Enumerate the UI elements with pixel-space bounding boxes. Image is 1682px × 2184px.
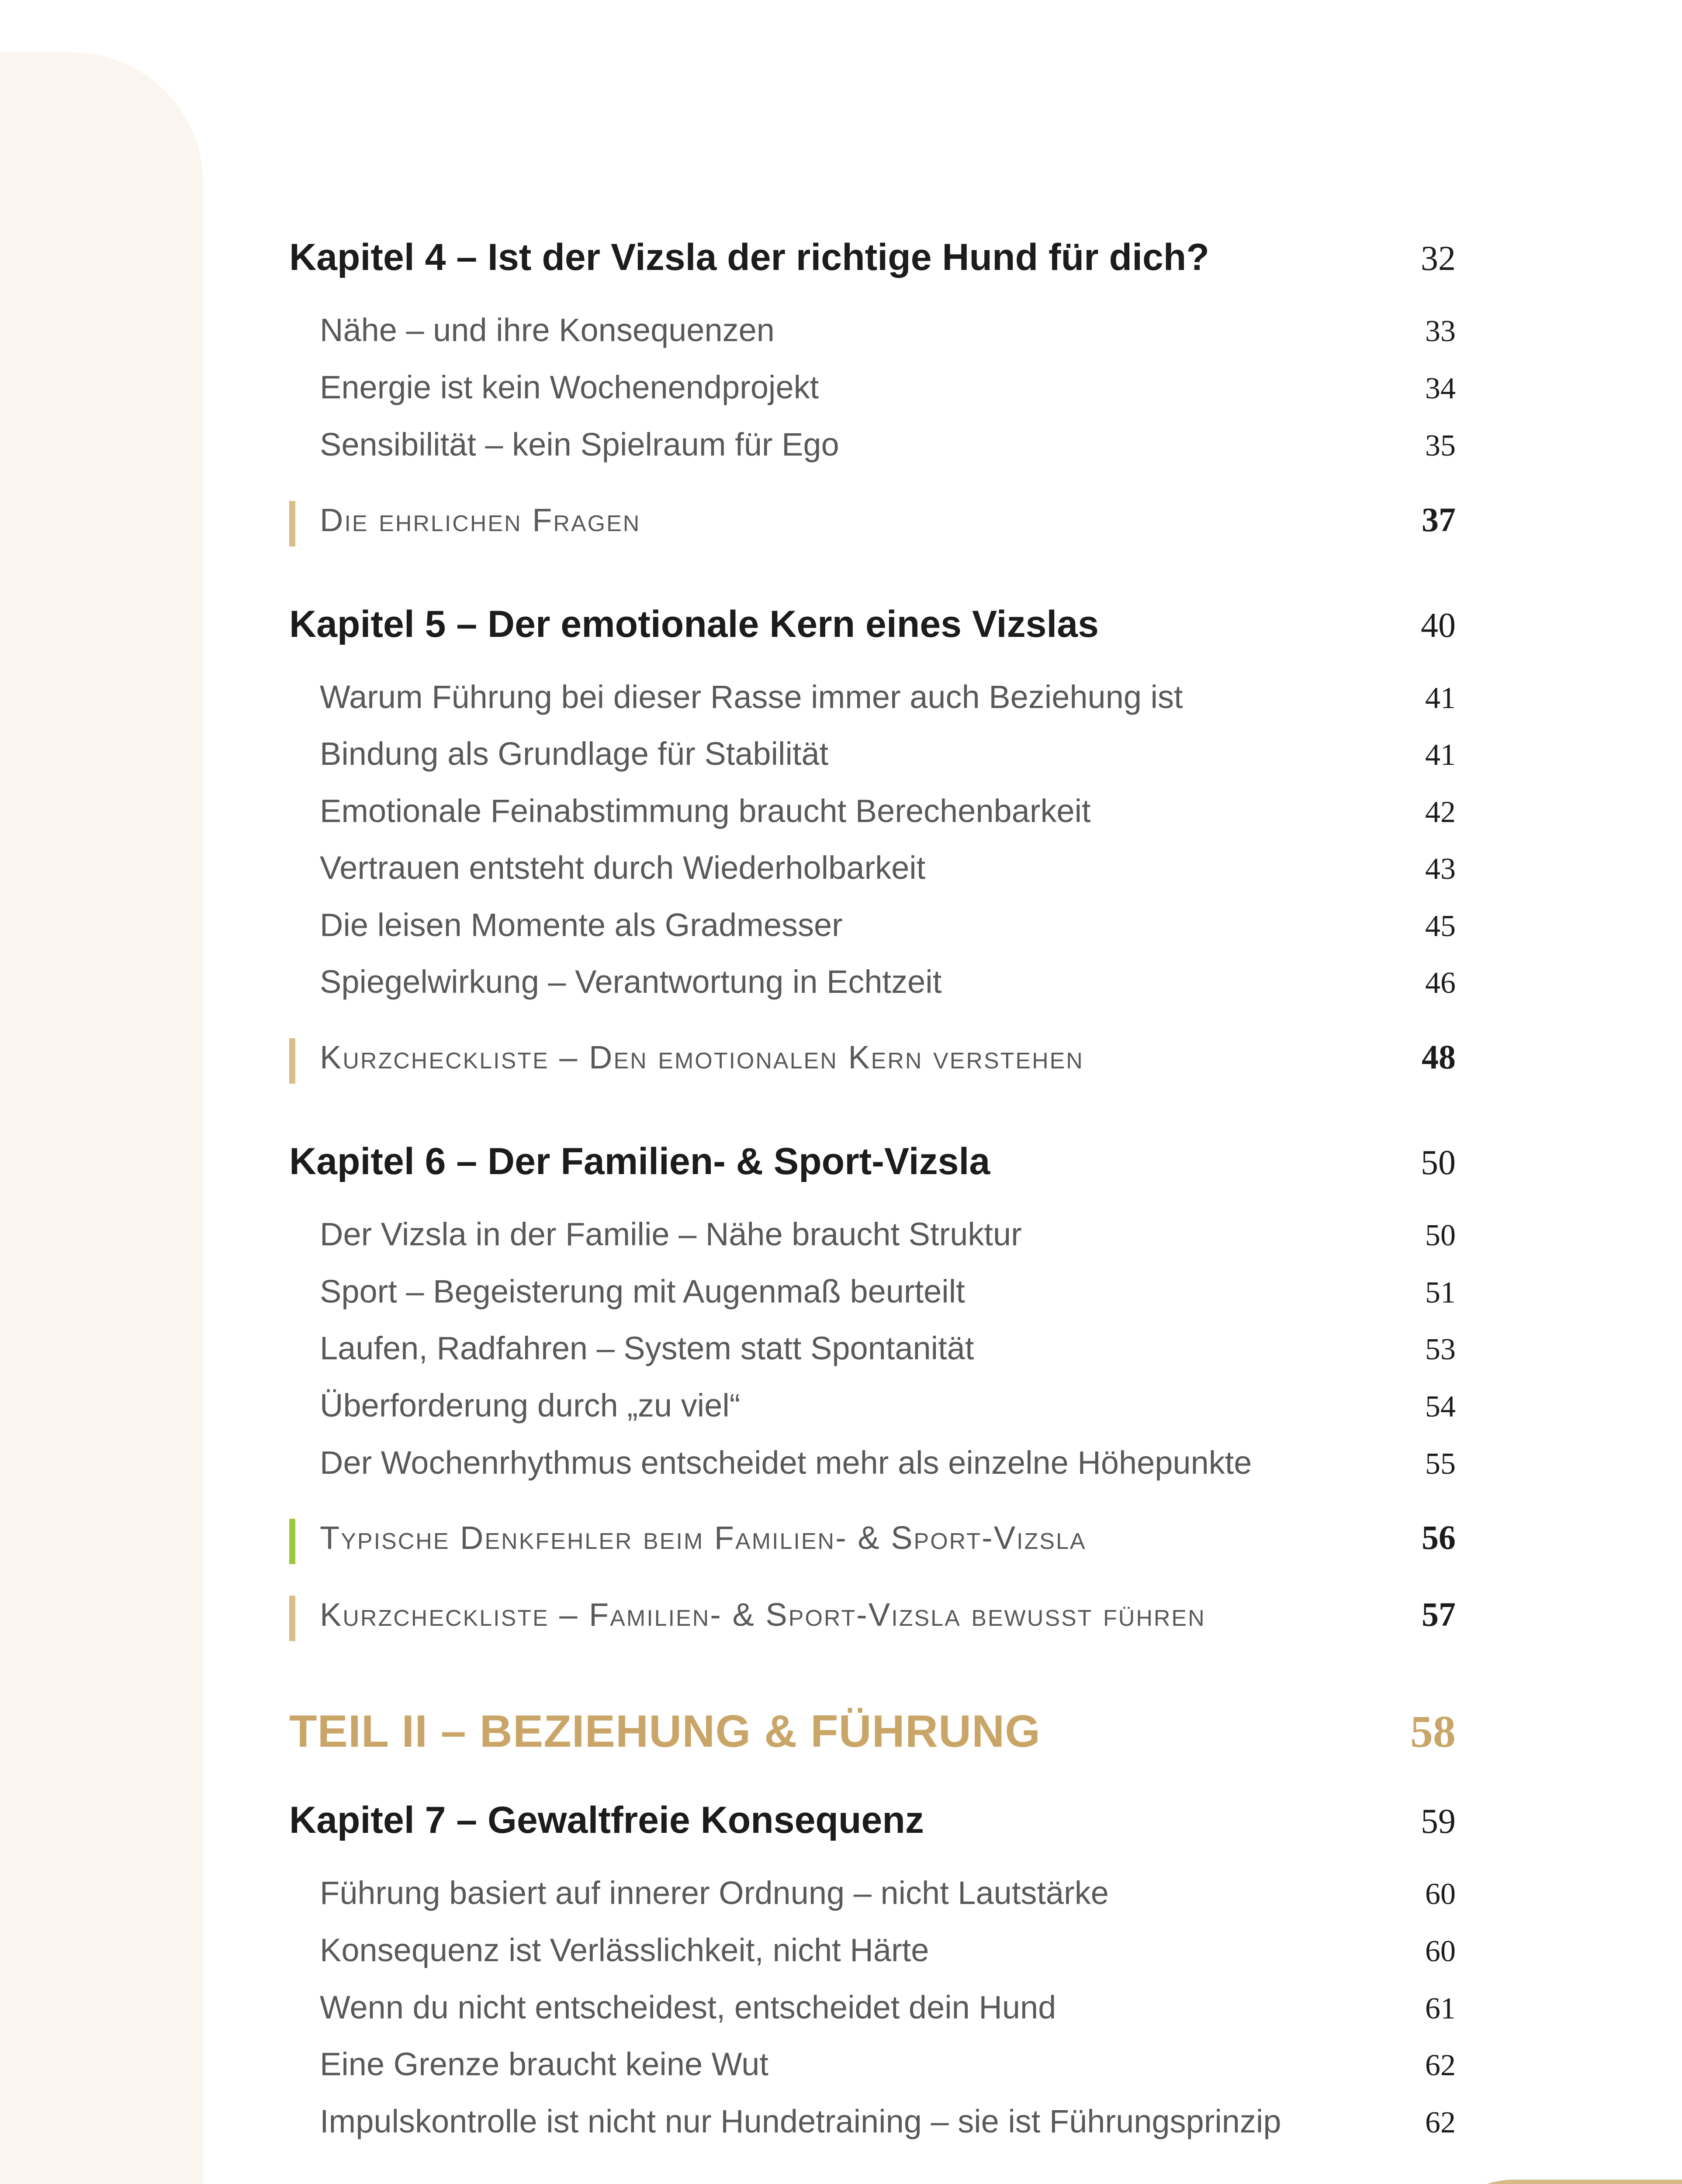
toc-page-number: 62 — [1425, 2049, 1456, 2082]
toc-page-number: 34 — [1425, 372, 1456, 405]
toc-entry-title: Warum Führung bei dieser Rasse immer auch Beziehung ist — [320, 679, 1183, 715]
toc-entry-title: Der Vizsla in der Familie – Nähe braucht Struktur — [320, 1216, 1022, 1252]
toc-entry[interactable] — [289, 1387, 1456, 1424]
toc-page-number: 51 — [1425, 1276, 1456, 1310]
page-number-tab — [1429, 2180, 1682, 2184]
toc-entry[interactable] — [289, 792, 1456, 830]
toc-entry-title: Emotionale Feinabstimmung braucht Berechenbarkeit — [320, 793, 1091, 829]
toc-entry[interactable] — [289, 369, 1456, 406]
toc-page-number: 42 — [1425, 795, 1456, 829]
toc-page-number: 56 — [1422, 1518, 1456, 1556]
toc-entry[interactable] — [289, 849, 1456, 887]
toc-chapter-4[interactable] — [289, 236, 1456, 279]
toc-entry[interactable] — [289, 426, 1456, 463]
toc-part-title: TEIL II – BEZIEHUNG & FÜHRUNG — [289, 1706, 1041, 1757]
toc-page-number: 60 — [1425, 1877, 1456, 1911]
toc-entry[interactable] — [289, 1874, 1456, 1912]
toc-box-title: Die ehrlichen Fragen — [320, 502, 641, 538]
toc-page-number: 46 — [1425, 966, 1456, 1000]
toc-page-number: 55 — [1425, 1447, 1456, 1481]
toc-entry-title: Vertrauen entsteht durch Wiederholbarkeit — [320, 850, 926, 886]
toc-entry-title: Nähe – und ihre Konsequenzen — [320, 312, 775, 348]
toc-box-title: Kurzcheckliste – Familien- & Sport-Vizsla bewusst führen — [320, 1597, 1206, 1633]
toc-box-entry[interactable] — [289, 1518, 1456, 1557]
toc-part-2[interactable] — [289, 1706, 1456, 1758]
toc-entry-title: Überforderung durch „zu viel“ — [320, 1387, 741, 1424]
toc-entry-title: Der Wochenrhythmus entscheidet mehr als einzelne Höhepunkte — [320, 1444, 1252, 1481]
toc-entry-title: Spiegelwirkung – Verantwortung in Echtzeit — [320, 964, 942, 1000]
toc-entry[interactable] — [289, 1330, 1456, 1367]
toc-chapter-title: Kapitel 6 – Der Familien- & Sport-Vizsla — [289, 1140, 990, 1182]
toc-chapter-7[interactable] — [289, 1799, 1456, 1842]
box-marker — [289, 1038, 295, 1084]
box-marker — [289, 1596, 295, 1641]
toc-entry-title: Impulskontrolle ist nicht nur Hundetraining – sie ist Führungsprinzip — [320, 2103, 1281, 2139]
toc-entry[interactable] — [289, 1444, 1456, 1482]
toc-page-number: 58 — [1410, 1707, 1456, 1757]
toc-page-number: 50 — [1421, 1144, 1456, 1182]
toc-entry[interactable] — [289, 2103, 1456, 2140]
toc-entry-title: Sensibilität – kein Spielraum für Ego — [320, 426, 839, 463]
toc-page-number: 48 — [1422, 1038, 1456, 1076]
toc-page-number: 45 — [1425, 909, 1456, 943]
toc-box-entry[interactable] — [289, 1037, 1456, 1077]
toc-entry[interactable] — [289, 1216, 1456, 1253]
toc-entry[interactable] — [289, 311, 1456, 349]
toc-chapter-5[interactable] — [289, 603, 1456, 646]
toc-page-number: 53 — [1425, 1333, 1456, 1366]
toc-entry-title: Wenn du nicht entscheidest, entscheidet dein Hund — [320, 1989, 1056, 2025]
toc-entry-title: Die leisen Momente als Gradmesser — [320, 907, 843, 943]
toc-entry-title: Führung basiert auf innerer Ordnung – nicht Lautstärke — [320, 1875, 1109, 1911]
toc-box-entry[interactable] — [289, 500, 1456, 539]
toc-page-number: 33 — [1425, 314, 1456, 348]
toc-box-title: Typische Denkfehler beim Familien- & Sport-Vizsla — [320, 1520, 1087, 1556]
toc-chapter-title: Kapitel 4 – Ist der Vizsla der richtige Hund für dich? — [289, 236, 1209, 278]
toc-page-number: 62 — [1425, 2106, 1456, 2139]
toc-entry[interactable] — [289, 906, 1456, 944]
toc-chapter-title: Kapitel 7 – Gewaltfreie Konsequenz — [289, 1799, 924, 1841]
toc-box-title: Kurzcheckliste – Den emotionalen Kern verstehen — [320, 1039, 1084, 1075]
toc-entry-title: Bindung als Grundlage für Stabilität — [320, 736, 829, 772]
toc-entry[interactable] — [289, 1989, 1456, 2026]
toc-page-number: 61 — [1425, 1992, 1456, 2025]
toc-entry-title: Laufen, Radfahren – System statt Spontanität — [320, 1330, 974, 1366]
toc-page-number: 41 — [1425, 681, 1456, 715]
toc-chapter-6[interactable] — [289, 1140, 1456, 1183]
toc-chapter-title: Kapitel 5 – Der emotionale Kern eines Vizslas — [289, 603, 1099, 645]
toc-box-entry[interactable] — [289, 1595, 1456, 1634]
toc-entry[interactable] — [289, 1932, 1456, 1969]
toc-entry[interactable] — [289, 735, 1456, 773]
toc-page-number: 43 — [1425, 852, 1456, 886]
toc-page-number: 40 — [1421, 606, 1456, 645]
toc-page-number: 35 — [1425, 429, 1456, 463]
toc-entry-title: Energie ist kein Wochenendprojekt — [320, 369, 819, 405]
box-marker — [289, 1519, 295, 1564]
margin-band — [0, 52, 203, 2184]
box-marker — [289, 501, 295, 546]
toc-page-number: 57 — [1422, 1595, 1456, 1633]
toc-entry-title: Sport – Begeisterung mit Augenmaß beurteilt — [320, 1273, 965, 1310]
toc-entry-title: Eine Grenze braucht keine Wut — [320, 2046, 768, 2082]
toc-page-number: 54 — [1425, 1390, 1456, 1424]
toc-entry[interactable] — [289, 963, 1456, 1001]
toc-entry-title: Konsequenz ist Verlässlichkeit, nicht Härte — [320, 1932, 929, 1968]
toc-page-number: 60 — [1425, 1935, 1456, 1968]
toc-entry[interactable] — [289, 678, 1456, 716]
toc-page-number: 37 — [1422, 501, 1456, 539]
toc-entry[interactable] — [289, 1273, 1456, 1310]
toc-page-number: 59 — [1421, 1802, 1456, 1841]
toc-entry[interactable] — [289, 2046, 1456, 2083]
toc-page-number: 50 — [1425, 1219, 1456, 1252]
toc-page-number: 41 — [1425, 738, 1456, 772]
toc-page-number: 32 — [1421, 239, 1456, 278]
